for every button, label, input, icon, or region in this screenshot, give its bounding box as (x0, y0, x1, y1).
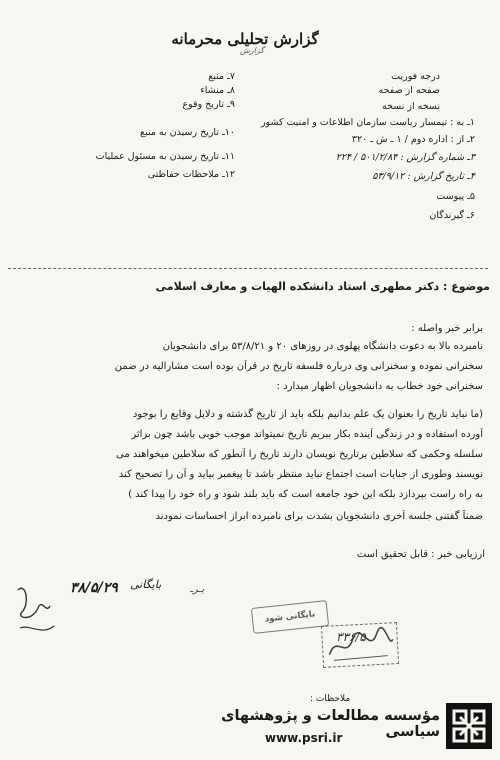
meta-attachment: ۵ـ پیوست (436, 191, 475, 202)
meta-urgency: درجه فوریت (391, 71, 440, 82)
meta-origin: ۸ـ منشاء (200, 85, 235, 96)
meta-page: صفحه از صفحه (378, 85, 440, 96)
body-line-2: نامبرده بالا به دعوت دانشگاه پهلوی در روزهای ۲۰ و ۵۳/۸/۲۱ برای دانشجویان (162, 341, 483, 352)
notes-label: ملاحظات : (310, 694, 351, 704)
handwritten-number-right: ۳۳۶/۵ (336, 630, 366, 644)
meta-event-date: ۹ـ تاریخ وقوع (182, 99, 235, 110)
meta-report-number: ۳ـ شماره گزارش : ۵۰۱/۲/۸۴ / ۲۲۴ (335, 152, 475, 163)
body-line-8: نویسند وطوری از جنایات است اجتماع نباید منتظر باشد تا پیغمبر بیاید و آن را تصحیح کند (118, 469, 483, 480)
ink-stamp (321, 622, 399, 668)
body-line-3: سخنرانی نموده و سخنرانی وی درباره فلسفه تاریخ در قرآن بوده است مشارالیه در ضمن (114, 361, 483, 372)
body-line-10: ضمناً گفتنی جلسه آخری دانشجویان بشدت برای نامبرده ابراز احساسات نمودند (155, 511, 483, 522)
archive-stamp: بایگانی شود (251, 600, 329, 634)
body-line-1: برابر خبر واصله : (411, 323, 483, 334)
meta-source: ۷ـ منبع (208, 71, 235, 82)
document-title: گزارش تحلیلی محرمانه (171, 30, 319, 48)
meta-from: ۲ـ از : اداره دوم / ۱ ـ ش ـ ۳۲۰ (351, 134, 475, 145)
body-line-7: سلسله وحکمی که سلاطین برتاریخ نویسان دارند تاریخ را آنطور که سلاطین میخواهند می (116, 449, 483, 460)
body-line-6: آورده استفاده و در زندگی آینده بکار ببریم تاریخ نمیتواند موجب خوبی باشد چون براثر (131, 429, 483, 440)
meta-report-date: ۴ـ تاریخ گزارش : ۵۳/۹/۱۲ (372, 171, 475, 182)
handwritten-word-left: بایگانی (130, 578, 162, 591)
psri-logo-icon (446, 703, 492, 749)
body-line-9: به راه راست بپردازد بلکه این خود جامعه است که باید بلند شود و راه خود را پیدا کند ) (128, 489, 483, 500)
meta-security-notes: ۱۲ـ ملاحظات حفاظتی (147, 169, 235, 180)
meta-recipients: ۶ـ گیرندگان (429, 210, 475, 221)
psri-watermark (170, 700, 492, 756)
evaluation-line: ارزیابی خبر : قابل تحقیق است (356, 549, 485, 560)
meta-ops-date: ۱۱ـ تاریخ رسیدن به مسئول عملیات (95, 151, 235, 162)
title-handwritten-note: گزارش (240, 46, 265, 55)
handwritten-initials: یـرـ (190, 584, 205, 595)
handwritten-number-left: ۳۸/۵/۲۹ (70, 580, 118, 596)
meta-source-date: ۱۰ـ تاریخ رسیدن به منبع (140, 127, 235, 138)
watermark-url: www.psri.ir (265, 731, 343, 745)
header-divider (8, 268, 488, 269)
body-line-5: (ما نباید تاریخ را بعنوان یک علم بدانیم بلکه باید از تاریخ گذشته و دلایل وقایع را بوجود (132, 409, 483, 420)
meta-copy: نسخه از نسخه (382, 101, 440, 112)
subject-line: موضوع : دکتر مطهری استاد دانشکده الهیات و معارف اسلامی (155, 280, 490, 293)
watermark-org-name: مؤسسه مطالعات و پژوهشهای سیاسی (221, 708, 440, 740)
body-line-4: سخنرانی خود خطاب به دانشجویان اظهار میدارد : (276, 381, 483, 392)
meta-to: ۱ـ به : تیمسار ریاست سازمان اطلاعات و امنیت کشور (260, 117, 475, 128)
